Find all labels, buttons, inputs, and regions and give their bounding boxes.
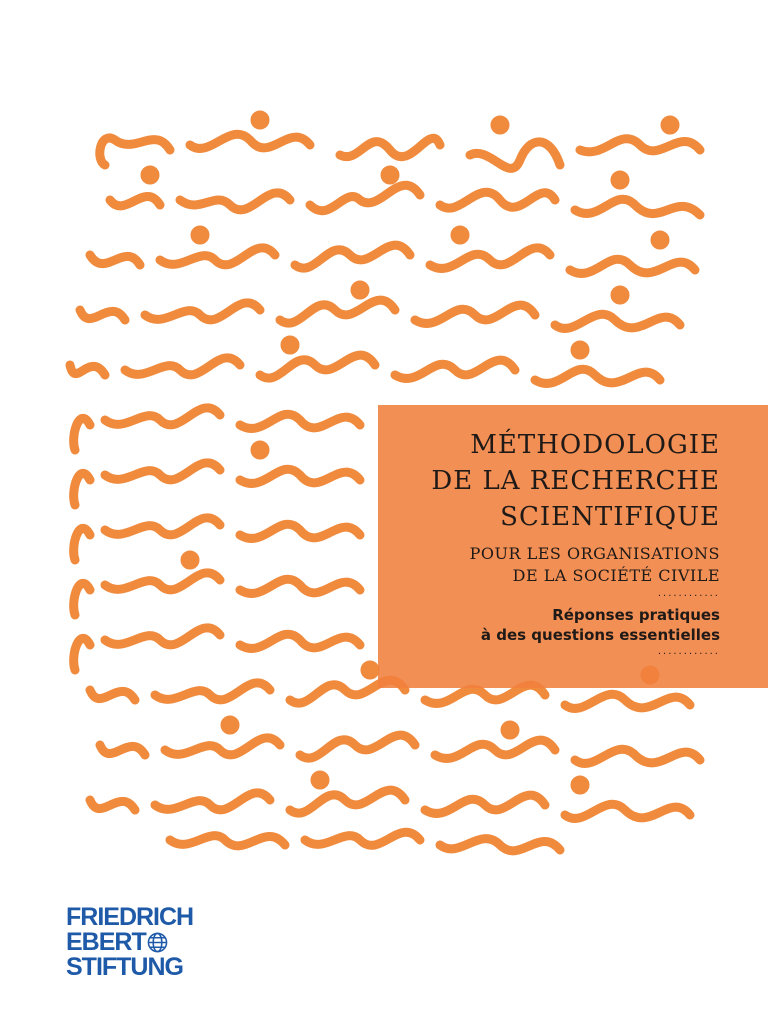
globe-icon — [147, 932, 168, 953]
logo-line: STIFTUNG — [66, 953, 183, 981]
dotted-separator-bottom: ............ — [657, 646, 720, 657]
dotted-separator: ............ — [657, 588, 720, 599]
logo-word: EBERT — [66, 928, 146, 956]
publisher-logo — [66, 905, 216, 983]
title-line: SCIENTIFIQUE — [500, 502, 720, 532]
title-line: MÉTHODOLOGIE — [470, 430, 720, 460]
answers-line: Réponses pratiques — [552, 606, 720, 624]
document-subtitle — [378, 543, 720, 587]
logo-line: FRIEDRICH — [66, 903, 194, 931]
logo-line — [66, 930, 216, 955]
subtitle-line: POUR LES ORGANISATIONS — [469, 544, 720, 563]
title-line: DE LA RECHERCHE — [431, 466, 720, 496]
subtitle-line: DE LA SOCIÉTÉ CIVILE — [512, 566, 720, 585]
answers-tagline — [378, 605, 720, 645]
document-title — [378, 427, 720, 535]
answers-line: à des questions essentielles — [480, 626, 720, 644]
title-panel — [378, 405, 768, 688]
